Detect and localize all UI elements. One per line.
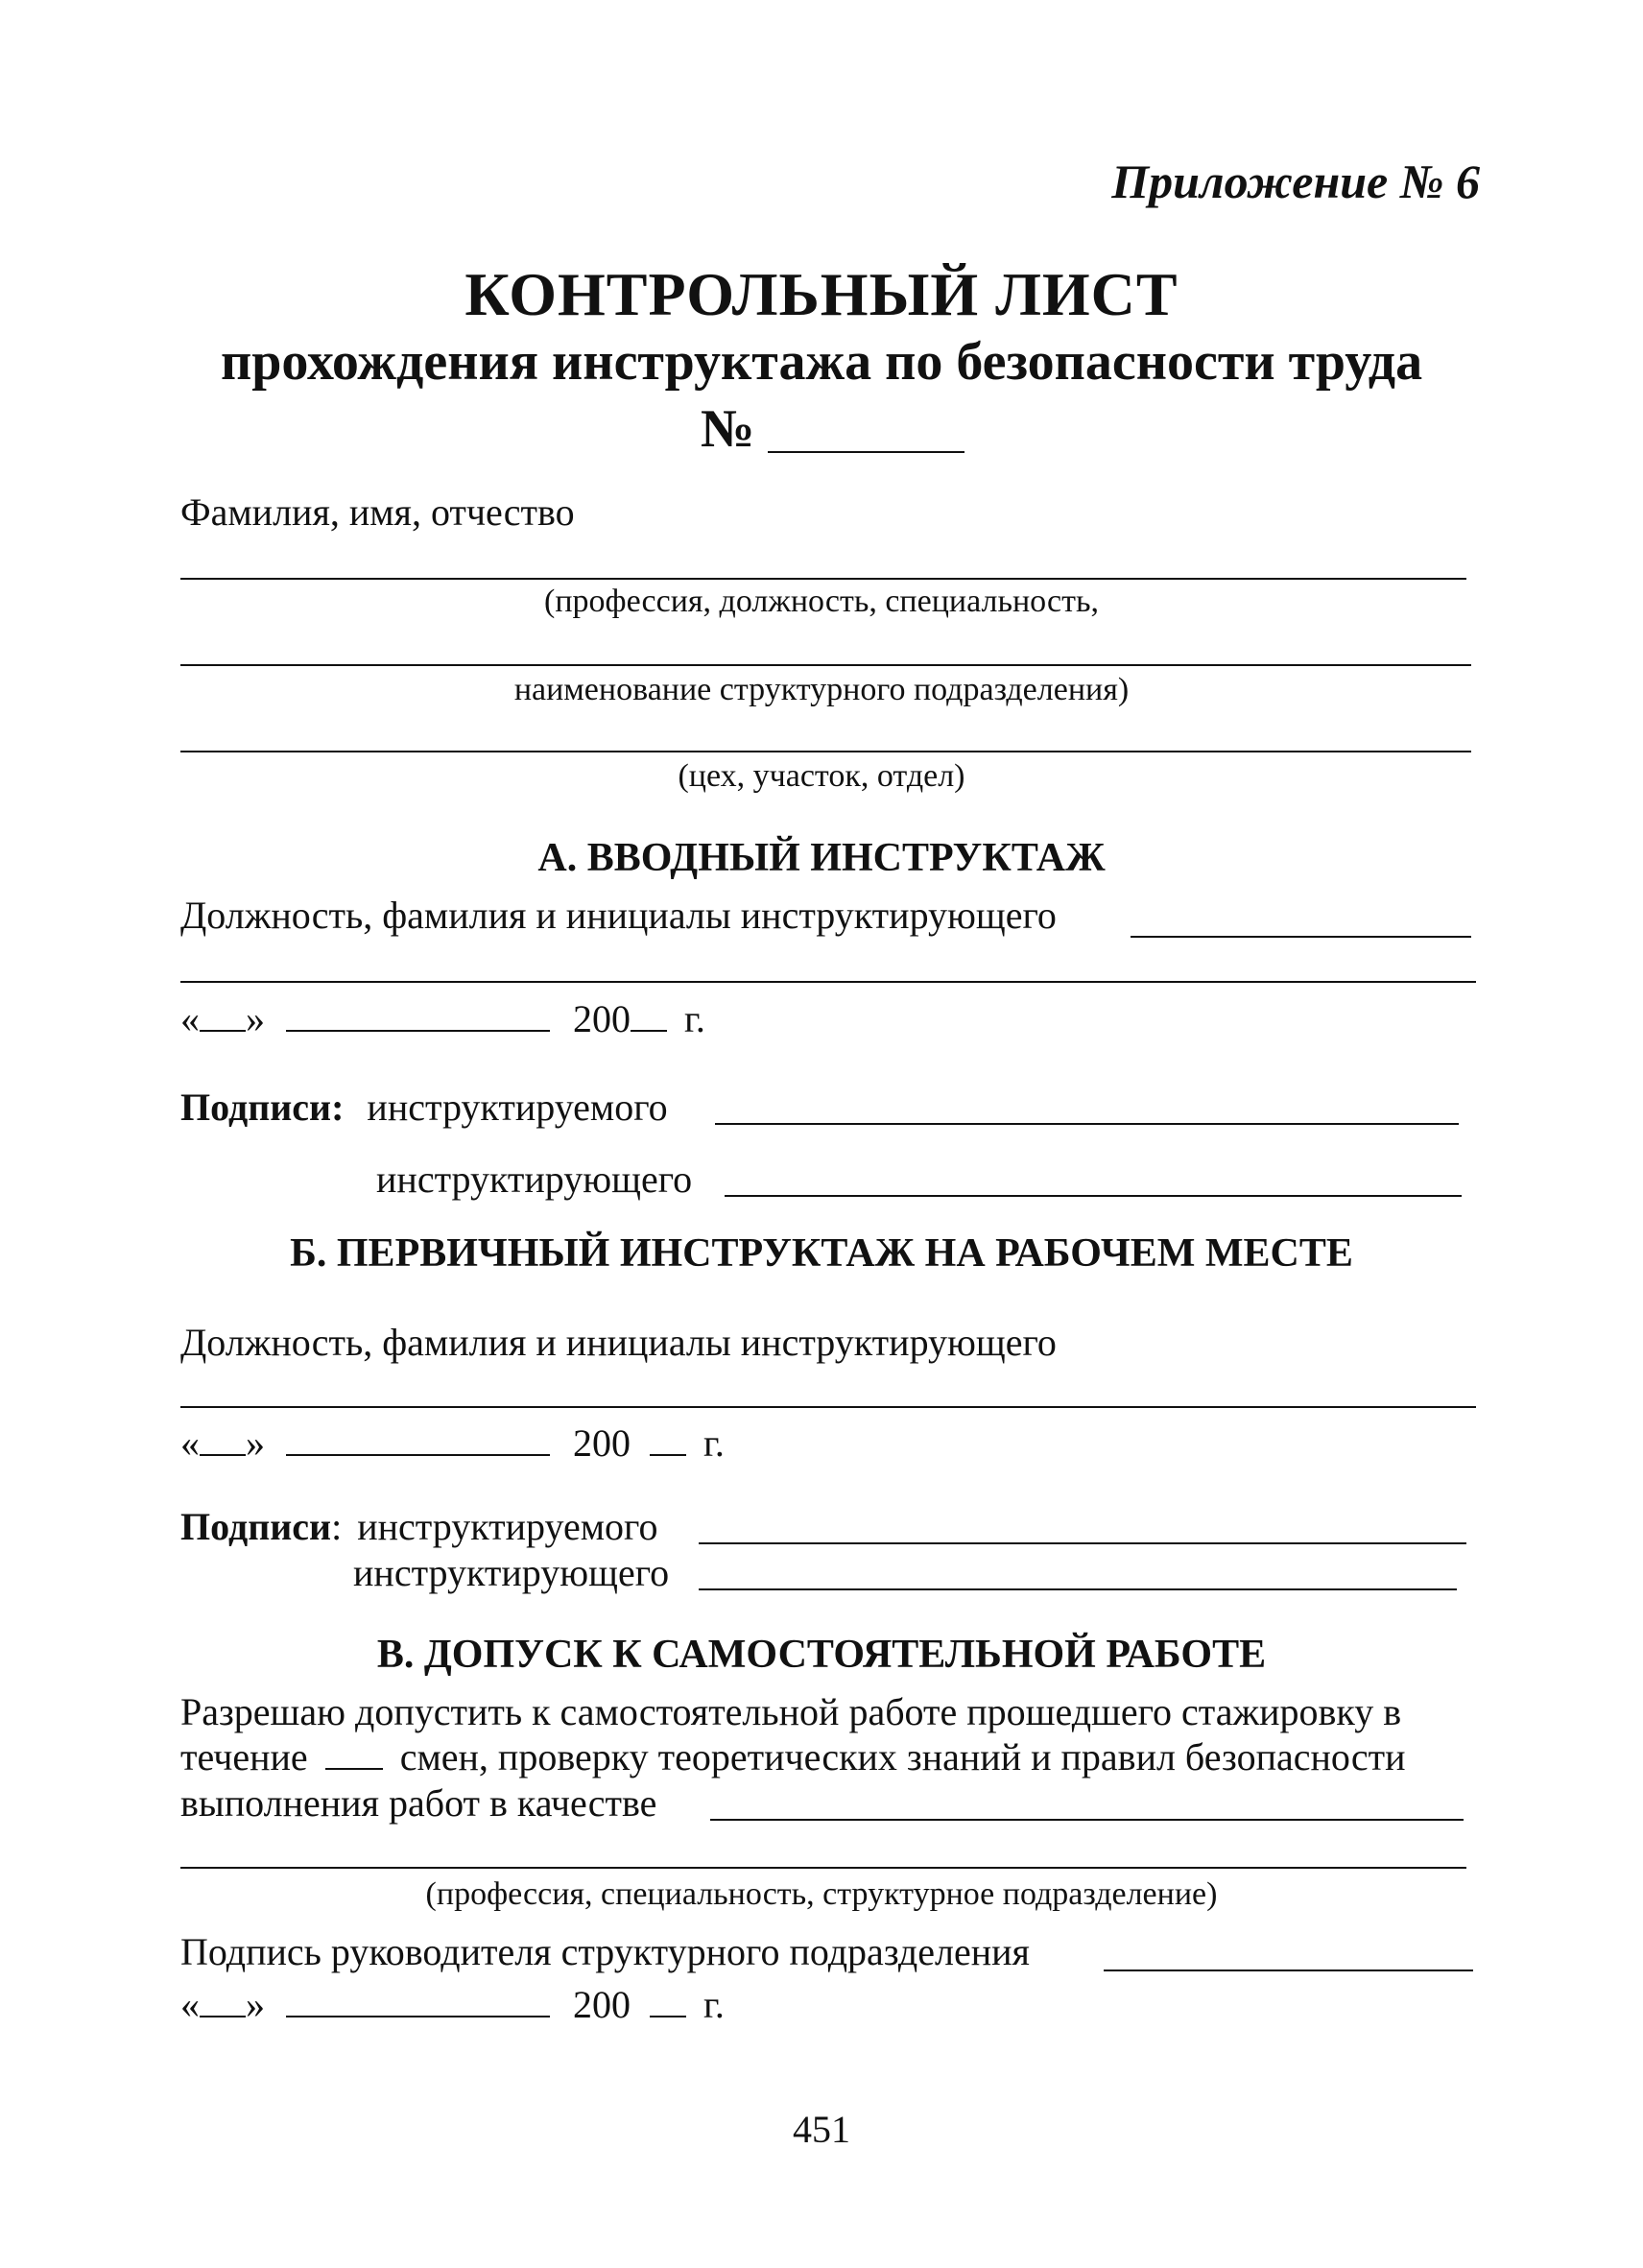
section-b-title: Б. ПЕРВИЧНЫЙ ИНСТРУКТАЖ НА РАБОЧЕМ МЕСТЕ [290,1231,1353,1276]
signatures-colon: : [331,1505,343,1548]
quote-open: « [180,1983,200,2026]
year-suffix: г. [703,1983,725,2026]
signatures-label: Подписи [180,1505,332,1548]
section-a-title: А. ВВОДНЫЙ ИНСТРУКТАЖ [537,836,1106,880]
page-subtitle: прохождения инструктажа по безопасности труда [220,332,1423,392]
month-field[interactable] [286,1983,550,2017]
instructed-label: инструктируемого [357,1505,658,1548]
year-suffix: г. [703,1421,725,1465]
year-field[interactable] [650,1983,686,2017]
fio-label: Фамилия, имя, отчество [180,490,575,534]
division-hint: наименование структурного подразделения) [513,672,1130,707]
signatures-label: Подписи: [180,1086,345,1129]
section-a-instructor-field-2[interactable] [180,981,1476,983]
section-c-line-3: выполнения работ в качестве [180,1781,657,1825]
section-a-instructor-label: Должность, фамилия и инициалы инструктирующего [180,894,1057,937]
quote-close: » [246,997,265,1040]
section-c-line-1: Разрешаю допустить к самостоятельной работе прошедшего стажировку в [180,1690,1402,1733]
section-b-instructor-signature-field[interactable] [699,1588,1457,1590]
profession-field[interactable] [180,664,1471,666]
section-a-date [180,996,705,1041]
year-suffix: г. [684,997,705,1040]
day-field[interactable] [200,1421,246,1456]
section-c-title: В. ДОПУСК К САМОСТОЯТЕЛЬНОЙ РАБОТЕ [376,1633,1267,1677]
section-a-signatures [180,1085,668,1130]
year-field[interactable] [631,997,667,1032]
shifts-field[interactable] [325,1735,383,1770]
year-prefix: 200 [573,1983,631,2026]
line2-end: смен, проверку теоретических знаний и правил безопасности [399,1735,1406,1779]
page-title: КОНТРОЛЬНЫЙ ЛИСТ [464,260,1179,328]
line2-start: течение [180,1735,308,1779]
quote-close: » [246,1983,265,2026]
section-b-instructor-label: Должность, фамилия и инициалы инструктирующего [180,1321,1057,1364]
section-b-instructed-signature-field[interactable] [699,1542,1466,1544]
year-field[interactable] [650,1421,686,1456]
appendix-label: Приложение № 6 [1111,155,1480,208]
instructed-label: инструктируемого [367,1086,668,1129]
division-field[interactable] [180,751,1471,752]
quote-open: « [180,997,200,1040]
section-b-instructor-field[interactable] [180,1406,1476,1408]
day-field[interactable] [200,997,246,1032]
page-number: 451 [793,2108,850,2151]
fio-field[interactable] [180,578,1466,580]
head-signature-label: Подпись руководителя структурного подразделения [180,1930,1030,1973]
number-label: № [701,399,755,459]
section-b-signatures [180,1504,657,1549]
month-field[interactable] [286,1421,550,1456]
profession-hint: (профессия, должность, специальность, [544,584,1099,619]
section-c-profession-hint: (профессия, специальность, структурное подразделение) [425,1876,1218,1912]
month-field[interactable] [286,997,550,1032]
section-a-instructed-signature-field[interactable] [715,1123,1459,1125]
section-c-line-2 [180,1734,1406,1779]
section-b-instructor-signature-label: инструктирующего [353,1551,670,1594]
quote-close: » [246,1421,265,1465]
section-c-date [180,1982,725,2027]
section-a-instructor-signature-label: инструктирующего [376,1158,693,1201]
day-field[interactable] [200,1983,246,2017]
year-prefix: 200 [573,997,631,1040]
number-field[interactable] [768,451,964,453]
section-b-date [180,1420,725,1466]
section-c-qualification-field[interactable] [710,1819,1464,1821]
section-a-instructor-field[interactable] [1131,936,1471,938]
section-a-instructor-signature-field[interactable] [725,1195,1462,1197]
quote-open: « [180,1421,200,1465]
year-prefix: 200 [573,1421,631,1465]
shop-hint: (цех, участок, отдел) [678,758,965,794]
head-signature-field[interactable] [1104,1970,1473,1971]
section-c-qualification-field-2[interactable] [180,1867,1466,1869]
